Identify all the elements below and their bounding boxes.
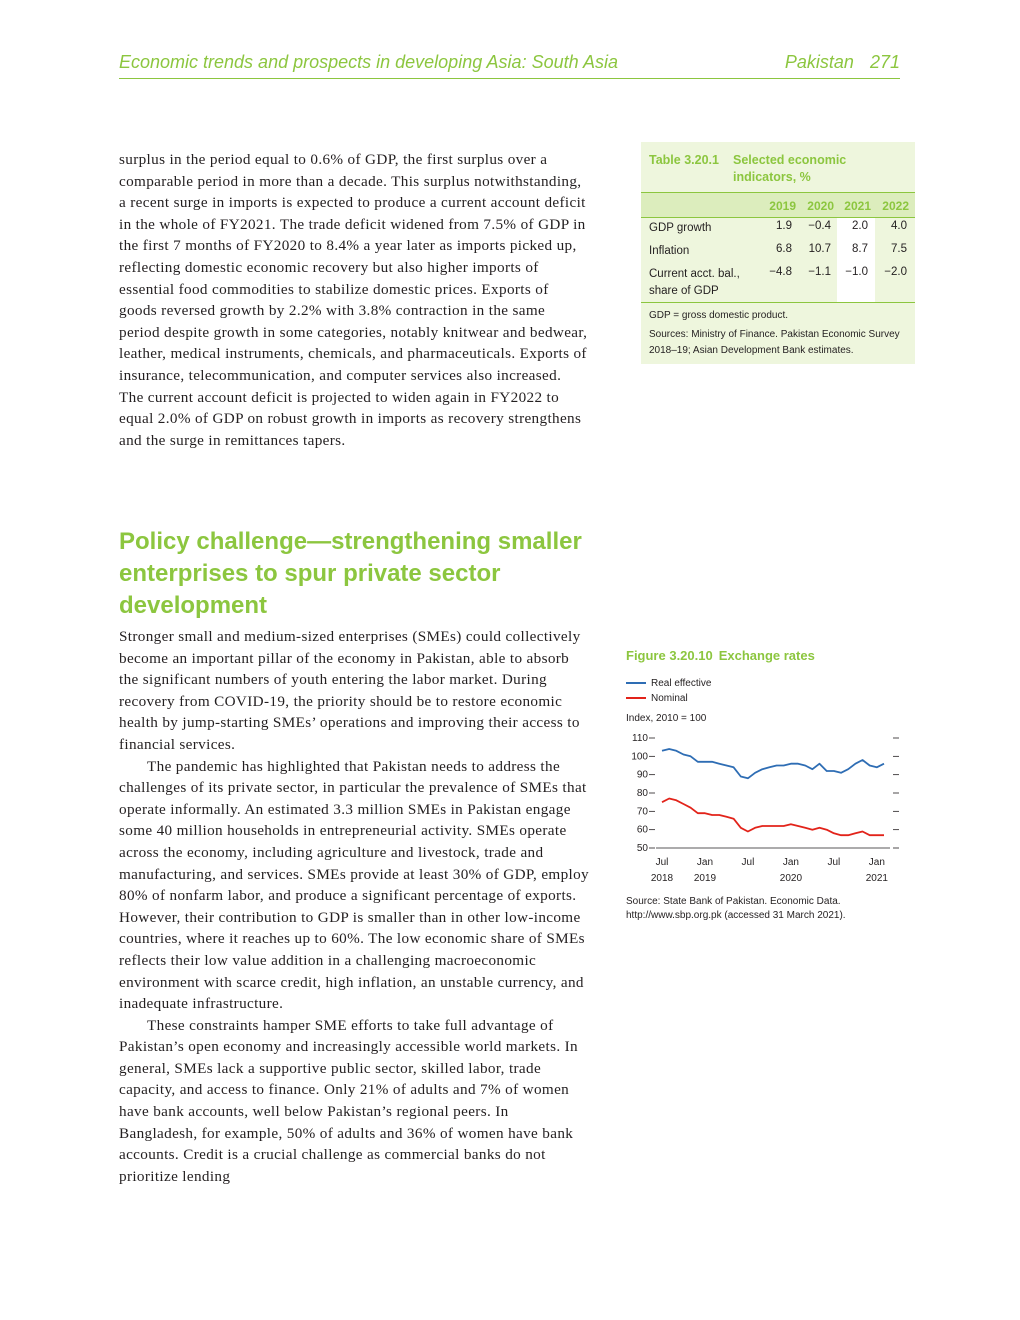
page-number: 271	[869, 52, 900, 72]
legend-swatch	[626, 697, 646, 699]
x-tick-label: Jul	[827, 857, 841, 868]
x-tick-label: Jan	[868, 857, 885, 868]
paragraph-smes: Stronger small and medium-sized enterprises (SMEs) could collectively become an important pillar of the economy in Pakistan, able to absorb the significant numbers of youth entering the labor market. During recovery from COVID-19, the priority should be to restore economic health by jump-starting SMEs’ operations and improving their access to financial services.	[119, 628, 581, 753]
figure-number: Figure 3.20.10	[626, 648, 713, 663]
section-heading: Policy challenge—strengthening smaller enterprises to spur private sector development	[119, 528, 582, 619]
table-cell: −4.8	[769, 266, 792, 278]
y-tick-label: 100	[631, 751, 648, 763]
table-number: Table 3.20.1	[649, 153, 719, 167]
table-cell: 7.5	[891, 243, 907, 255]
x-tick-year-label: 2020	[779, 873, 803, 884]
chapter-title: Economic trends and prospects in developing Asia: South Asia	[119, 52, 618, 72]
section-name: Pakistan	[784, 52, 854, 72]
y-tick-label: 90	[636, 769, 648, 781]
legend-label: Nominal	[651, 693, 688, 704]
table-cell: 1.9	[776, 220, 792, 232]
figure-title	[626, 648, 815, 663]
table-title	[649, 152, 911, 186]
real-effective-line	[662, 749, 884, 778]
x-tick-label: Jan	[696, 857, 714, 868]
y-axis-label: Index, 2010 = 100	[626, 713, 707, 724]
y-tick-label: 80	[636, 788, 648, 799]
table-cell: −0.4	[808, 220, 831, 232]
x-tick-label: Jul	[655, 857, 669, 868]
legend-item-real	[626, 678, 711, 689]
table-cell: 4.0	[891, 220, 907, 232]
year-header: 2019	[769, 199, 796, 213]
year-header: 2022	[882, 199, 909, 213]
table-rule	[641, 302, 915, 303]
section-and-page	[769, 52, 900, 73]
table-cell: 8.7	[852, 243, 868, 255]
row-label: GDP growth	[649, 222, 712, 234]
legend-swatch	[626, 682, 646, 684]
x-tick-year-label: 2018	[650, 873, 674, 884]
row-label: Inflation	[649, 245, 690, 257]
table-cell: 10.7	[808, 243, 831, 255]
paragraph-surplus: surplus in the period equal to 0.6% of GDP, the first surplus over a comparable period in more than a decade. This surplus notwithstanding, a recent surge in imports is expected to produce a current account deficit in the whole of FY2021. The trade deficit widened from 7.5% of GDP in the first 7 months of FY2020 to 8.4% a year later as imports picked up, reflecting domestic economic recovery but also higher imports of essential food commodities to stabilize domestic prices. Exports of goods reversed growth by 2.2% with 3.8% contraction in the same period despite growth in some categories, notably knitwear and bedwear, leather, medical instruments, chemicals, and pharmaceuticals. Exports of insurance, telecommunication, and computer services also increased. The current account deficit is projected to widen again in FY2022 to equal 2.0% of GDP on robust growth in imports as recovery strengthens and the surge in remittances tapers.	[119, 151, 588, 449]
paragraph-constraints: These constraints hamper SME efforts to take full advantage of Pakistan’s open economy and increasingly accessible world markets. In general, SMEs lack a supportive public sector, skilled labor, trade capacity, and access to finance. Only 21% of adults and 7% of women have bank accounts, well below Pakistan’s regional peers. In Bangladesh, for example, 50% of adults and 36% of women have bank accounts. Credit is a crucial challenge as commercial banks do not prioritize lending	[119, 1016, 578, 1185]
year-header: 2021	[844, 199, 871, 213]
y-tick-label: 110	[632, 733, 648, 744]
table-cell: −1.1	[808, 266, 831, 278]
table-note: GDP = gross domestic product.	[649, 310, 789, 321]
x-tick-label: Jul	[741, 857, 755, 868]
economic-indicators-table	[641, 142, 915, 364]
body-column-policy	[119, 626, 589, 1187]
table-caption: Selected economic indicators, %	[733, 153, 847, 184]
table-cell: −1.0	[845, 266, 868, 278]
table-sources: Sources: Ministry of Finance. Pakistan Economic Survey 2018–19; Asian Development Bank estimates.	[649, 329, 900, 356]
legend-label: Real effective	[651, 678, 712, 689]
table-cell: 2.0	[852, 220, 868, 232]
legend-item-nominal	[626, 693, 688, 704]
nominal-line	[662, 799, 884, 836]
y-tick-label: 50	[636, 843, 648, 854]
y-tick-label: 70	[636, 806, 648, 818]
running-header	[119, 52, 900, 79]
y-tick-label: 60	[636, 824, 648, 836]
table-cell: −2.0	[884, 266, 907, 278]
body-column-top	[119, 149, 589, 451]
exchange-rates-chart	[620, 728, 910, 888]
x-tick-year-label: 2019	[693, 873, 717, 884]
figure-caption: Exchange rates	[718, 648, 815, 663]
x-tick-label: Jan	[782, 857, 799, 868]
row-label: Current acct. bal., share of GDP	[649, 268, 740, 297]
paragraph-pandemic: The pandemic has highlighted that Pakistan needs to address the challenges of its private sector, in particular the prevalence of SMEs that operate informally. An estimated 3.3 million SMEs in Pakistan engage some 40 million households in entrepreneurial activity. SMEs operate across the economy, including agriculture and livestock, trade and manufacturing, and services. SMEs provide at least 30% of GDP, employ 80% of nonfarm labor, and produce a significant percentage of exports. However, their contribution to GDP is smaller than in other low-income countries, where it reaches up to 60%. The low economic share of SMEs reflects their low value addition in a challenging macroeconomic environment with scarce credit, high inflation, an unstable currency, and inadequate infrastructure.	[119, 757, 589, 1013]
year-header: 2020	[807, 199, 834, 213]
table-cell: 6.8	[776, 243, 792, 255]
x-tick-year-label: 2021	[865, 873, 888, 884]
figure-source: Source: State Bank of Pakistan. Economic Data. http://www.sbp.org.pk (accessed 31 March 2021).	[626, 896, 846, 921]
